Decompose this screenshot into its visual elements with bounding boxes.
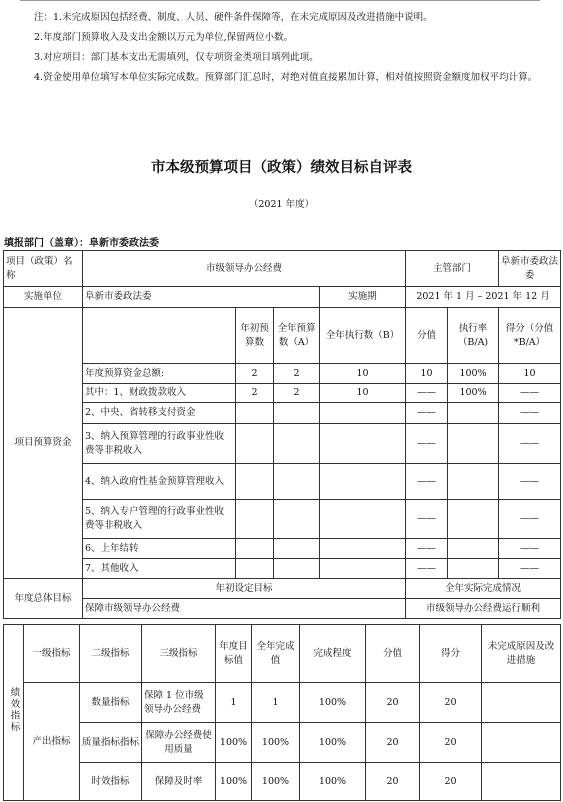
cell-budget xyxy=(236,464,274,500)
degree-cell: 100% xyxy=(300,763,366,801)
cell-score: —— xyxy=(406,464,448,500)
cell-got: —— xyxy=(499,384,561,403)
goal-set-header: 年初设定目标 xyxy=(83,579,406,599)
cell-executed xyxy=(320,403,406,424)
table-row xyxy=(4,403,561,424)
year-label: （2021 年度） xyxy=(248,199,315,210)
header-rate: 执行率（B/A) xyxy=(448,308,499,364)
table-row xyxy=(4,683,561,723)
cell-score: —— xyxy=(406,403,448,424)
table-row xyxy=(4,464,561,500)
goal-set-value: 保障市级领导办公经费 xyxy=(83,599,406,619)
performance-table xyxy=(3,624,561,801)
done-cell: 100% xyxy=(252,763,300,801)
cell-executed xyxy=(320,464,406,500)
row-label: 年度预算资金总额: xyxy=(83,364,236,384)
degree-cell: 100% xyxy=(300,683,366,723)
table-row xyxy=(4,723,561,763)
goal-done-header: 全年实际完成情况 xyxy=(406,579,561,599)
row-label: 其中：1、财政拨款收入 xyxy=(83,384,236,403)
dept-label: 主管部门 xyxy=(406,251,499,287)
header-level1: 一级指标 xyxy=(24,625,80,683)
header-score: 分值 xyxy=(366,625,420,683)
annual-goal-label: 年度总体目标 xyxy=(4,579,83,619)
project-name-value: 市级领导办公经费 xyxy=(83,251,406,287)
level2-cell: 质量指标指标 xyxy=(80,723,142,763)
level2-cell: 时效指标 xyxy=(80,763,142,801)
header-done: 全年完成值 xyxy=(252,625,300,683)
cell-full-budget xyxy=(274,403,320,424)
cell-executed: 10 xyxy=(320,364,406,384)
score-cell: 20 xyxy=(366,723,420,763)
cell-full-budget: 2 xyxy=(274,384,320,403)
cell-rate xyxy=(448,403,499,424)
cell-score: —— xyxy=(406,559,448,579)
notes-section xyxy=(12,8,552,88)
dept-value: 阜新市委政法委 xyxy=(499,251,561,287)
header-level2: 二级指标 xyxy=(80,625,142,683)
cell-score: —— xyxy=(406,424,448,464)
got-cell: 20 xyxy=(420,683,482,723)
cell-got: —— xyxy=(499,424,561,464)
got-cell: 20 xyxy=(420,723,482,763)
got-cell: 20 xyxy=(420,763,482,801)
row-label: 7、其他收入 xyxy=(83,559,236,579)
level3-cell: 保障及时率 xyxy=(142,763,216,801)
impl-unit-value: 阜新市委政法委 xyxy=(83,287,320,308)
cell-executed xyxy=(320,424,406,464)
header-level3: 三级指标 xyxy=(142,625,216,683)
cell-got: 10 xyxy=(499,364,561,384)
cell-score: —— xyxy=(406,500,448,539)
cell-rate: 100% xyxy=(448,384,499,403)
target-cell: 100% xyxy=(216,763,252,801)
header-reason: 未完成原因及改进措施 xyxy=(482,625,561,683)
cell-budget xyxy=(236,403,274,424)
table-row xyxy=(4,500,561,539)
header-blank xyxy=(83,308,236,364)
cell-budget xyxy=(236,500,274,539)
fund-label: 项目预算资金 xyxy=(4,308,83,579)
table-row xyxy=(4,384,561,403)
table-row xyxy=(4,539,561,559)
cell-rate xyxy=(448,559,499,579)
cell-budget: 2 xyxy=(236,384,274,403)
period-label: 实施期 xyxy=(320,287,406,308)
header-got: 得分 xyxy=(420,625,482,683)
level2-cell: 数量指标 xyxy=(80,683,142,723)
table-row xyxy=(4,424,561,464)
done-cell: 1 xyxy=(252,683,300,723)
cell-rate xyxy=(448,464,499,500)
table-row xyxy=(4,364,561,384)
score-cell: 20 xyxy=(366,683,420,723)
cell-budget: 2 xyxy=(236,364,274,384)
cell-executed xyxy=(320,539,406,559)
level3-cell: 保障 1 位市级领导办公经费 xyxy=(142,683,216,723)
row-label: 6、上年结转 xyxy=(83,539,236,559)
header-degree: 完成程度 xyxy=(300,625,366,683)
cell-full-budget xyxy=(274,424,320,464)
reason-cell xyxy=(482,723,561,763)
header-target: 年度目标值 xyxy=(216,625,252,683)
note-4: 4.资金使用单位填写本单位实际完成数。预算部门汇总时，对绝对值直接累加计算，相对值按照资金额度加权平均计算。 xyxy=(34,72,538,83)
cell-rate xyxy=(448,424,499,464)
cell-full-budget xyxy=(274,464,320,500)
cell-score: —— xyxy=(406,384,448,403)
target-cell: 1 xyxy=(216,683,252,723)
cell-budget xyxy=(236,424,274,464)
period-value: 2021 年 1 月 – 2021 年 12 月 xyxy=(406,287,561,308)
cell-budget xyxy=(236,559,274,579)
note-2: 2.年度部门预算收入及支出金额以万元为单位,保留两位小数。 xyxy=(34,32,294,43)
budget-table xyxy=(3,250,561,619)
impl-unit-label: 实施单位 xyxy=(4,287,83,308)
cell-got: —— xyxy=(499,539,561,559)
cell-score: —— xyxy=(406,539,448,559)
table-row xyxy=(4,559,561,579)
done-cell: 100% xyxy=(252,723,300,763)
degree-cell: 100% xyxy=(300,723,366,763)
header-full-budget: 全年预算数（A） xyxy=(274,308,320,364)
row-label: 5、纳入专户管理的行政事业性收费等非税收入 xyxy=(83,500,236,539)
cell-got: —— xyxy=(499,403,561,424)
row-label: 4、纳入政府性基金预算管理收入 xyxy=(83,464,236,500)
goal-done-value: 市级领导办公经费运行顺利 xyxy=(406,599,561,619)
cell-full-budget xyxy=(274,539,320,559)
note-1: 注：1.未完成原因包括经费、制度、人员、硬件条件保障等，在未完成原因及改进措施中说明。 xyxy=(34,12,433,23)
reason-cell xyxy=(482,683,561,723)
reason-cell xyxy=(482,763,561,801)
perf-indicator-label xyxy=(4,625,24,801)
cell-got: —— xyxy=(499,500,561,539)
cell-got: —— xyxy=(499,464,561,500)
level1-cell: 产出指标 xyxy=(24,683,80,801)
cell-score: 10 xyxy=(406,364,448,384)
header-score: 分值 xyxy=(406,308,448,364)
score-cell: 20 xyxy=(366,763,420,801)
cell-got: —— xyxy=(499,559,561,579)
cell-full-budget xyxy=(274,559,320,579)
table-row xyxy=(4,763,561,801)
cell-rate: 100% xyxy=(448,364,499,384)
cell-rate xyxy=(448,500,499,539)
cell-rate xyxy=(448,539,499,559)
perf-indicator-text: 绩效指标 xyxy=(8,687,20,733)
cell-executed xyxy=(320,500,406,539)
top-border-line xyxy=(20,0,540,1)
row-label: 2、中央、省转移支付资金 xyxy=(83,403,236,424)
note-3: 3.对应项目：部门基本支出无需填列，仅专项资金类项目填列此项。 xyxy=(34,52,319,63)
filler-department: 填报部门（盖章）：阜新市委政法委 xyxy=(4,238,159,249)
level3-cell: 保障办公经费使用质量 xyxy=(142,723,216,763)
cell-executed xyxy=(320,559,406,579)
header-budget: 年初预算数 xyxy=(236,308,274,364)
page-title: 市本级预算项目（政策）绩效目标自评表 xyxy=(151,159,412,176)
project-name-label: 项目（政策）名称 xyxy=(4,251,83,287)
cell-full-budget: 2 xyxy=(274,364,320,384)
cell-budget xyxy=(236,539,274,559)
cell-executed: 10 xyxy=(320,384,406,403)
target-cell: 100% xyxy=(216,723,252,763)
header-got: 得分（分值*B/A） xyxy=(499,308,561,364)
row-label: 3、纳入预算管理的行政事业性收费等非税收入 xyxy=(83,424,236,464)
cell-full-budget xyxy=(274,500,320,539)
header-executed: 全年执行数（B） xyxy=(320,308,406,364)
